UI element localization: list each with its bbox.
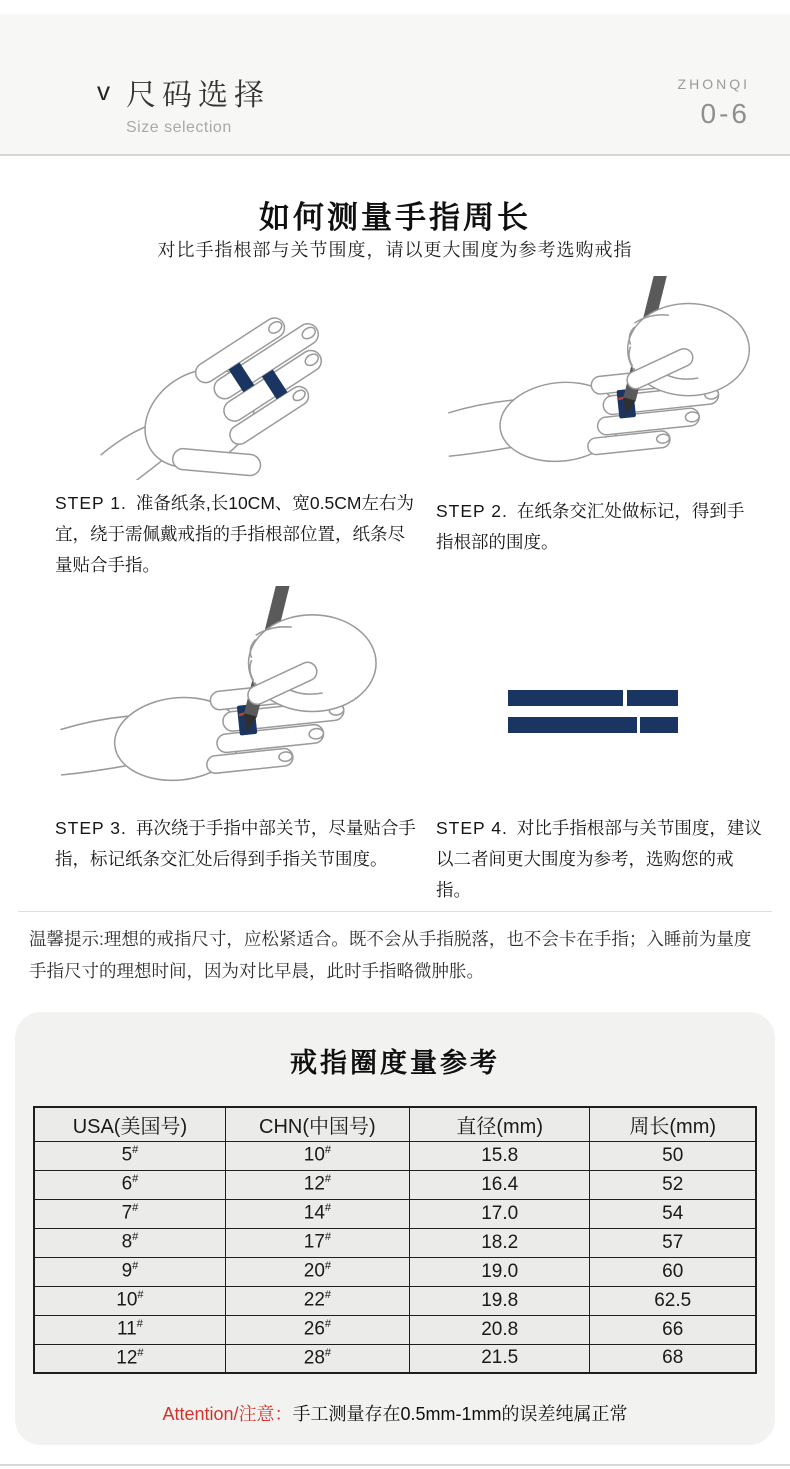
table-row bbox=[34, 1257, 756, 1286]
section-header-left bbox=[97, 70, 270, 137]
attention-note: Attention/注意：手工测量存在0.5mm-1mm的误差纯属正常 bbox=[162, 1404, 628, 1424]
step-2-text: STEP 2. 在纸条交汇处做标记，得到手指根部的围度。 bbox=[436, 501, 745, 552]
table-cell: 14# bbox=[225, 1199, 409, 1228]
page-indicator: 0-6 bbox=[700, 98, 750, 129]
size-selection-section-header[interactable] bbox=[0, 14, 790, 156]
table-cell: 8# bbox=[34, 1228, 225, 1257]
table-cell: 18.2 bbox=[409, 1228, 590, 1257]
table-row bbox=[34, 1344, 756, 1373]
table-cell: 12# bbox=[225, 1170, 409, 1199]
table-row bbox=[34, 1315, 756, 1344]
table-cell: 26# bbox=[225, 1315, 409, 1344]
guide-subtitle: 对比手指根部与关节围度，请以更大围度为参考选购戒指 bbox=[157, 240, 633, 260]
brand-label: ZHONQI bbox=[677, 76, 750, 92]
warm-tip-text: 温馨提示:理想的戒指尺寸，应松紧适合。既不会从手指脱落，也不会卡在手指；入睡前为量度手指尺寸的理想时间，因为对比早晨，此时手指略微肿胀。 bbox=[29, 929, 752, 981]
table-cell: 12# bbox=[34, 1344, 225, 1373]
section-subtitle: Size selection bbox=[126, 119, 232, 136]
paper-strip-2 bbox=[508, 717, 678, 733]
table-cell: 21.5 bbox=[409, 1344, 590, 1373]
strip-2-mark bbox=[637, 717, 640, 733]
hand-with-bands-illustration bbox=[100, 276, 400, 480]
table-cell: 20# bbox=[225, 1257, 409, 1286]
table-row bbox=[34, 1141, 756, 1170]
step-4-text: STEP 4. 对比手指根部与关节围度，建议以二者间更大围度为参考，选购您的戒指。 bbox=[436, 818, 762, 900]
mark-knuckle-illustration bbox=[58, 586, 402, 802]
table-cell: 10# bbox=[225, 1141, 409, 1170]
table-cell: 57 bbox=[590, 1228, 756, 1257]
collapse-chevron-icon[interactable]: v bbox=[97, 76, 110, 106]
table-cell: 60 bbox=[590, 1257, 756, 1286]
section-title: 尺码选择 bbox=[126, 79, 270, 112]
table-cell: 6# bbox=[34, 1170, 225, 1199]
step-3-text: STEP 3. 再次绕于手指中部关节，尽量贴合手指，标记纸条交汇处后得到手指关节围度。 bbox=[55, 818, 416, 869]
table-cell: 62.5 bbox=[590, 1286, 756, 1315]
table-cell: 10# bbox=[34, 1286, 225, 1315]
size-table-title: 戒指圈度量参考 bbox=[290, 1048, 500, 1078]
table-header-cell: USA(美国号) bbox=[34, 1107, 225, 1141]
table-cell: 28# bbox=[225, 1344, 409, 1373]
table-cell: 68 bbox=[590, 1344, 756, 1373]
table-header-cell: CHN(中国号) bbox=[225, 1107, 409, 1141]
table-cell: 54 bbox=[590, 1199, 756, 1228]
table-cell: 19.0 bbox=[409, 1257, 590, 1286]
table-row bbox=[34, 1228, 756, 1257]
table-header-cell: 周长(mm) bbox=[590, 1107, 756, 1141]
step-1-label: STEP 1. bbox=[55, 493, 127, 513]
guide-title: 如何测量手指周长 bbox=[259, 200, 531, 235]
table-cell: 17.0 bbox=[409, 1199, 590, 1228]
attention-highlight: Attention/注意： bbox=[162, 1404, 293, 1424]
section-divider bbox=[18, 911, 772, 912]
table-row bbox=[34, 1170, 756, 1199]
table-row bbox=[34, 1286, 756, 1315]
table-cell: 11# bbox=[34, 1315, 225, 1344]
section-header-right bbox=[678, 76, 750, 130]
table-cell: 50 bbox=[590, 1141, 756, 1170]
size-reference-card bbox=[15, 1012, 775, 1445]
table-cell: 17# bbox=[225, 1228, 409, 1257]
table-cell: 52 bbox=[590, 1170, 756, 1199]
table-cell: 22# bbox=[225, 1286, 409, 1315]
step-1-text: STEP 1. 准备纸条,长10CM、宽0.5CM左右为宜，绕于需佩戴戒指的手指根部位置，纸条尽量贴合手指。 bbox=[55, 493, 414, 575]
page-bottom-divider bbox=[0, 1464, 790, 1466]
table-cell: 16.4 bbox=[409, 1170, 590, 1199]
table-cell: 19.8 bbox=[409, 1286, 590, 1315]
table-header-row bbox=[34, 1107, 756, 1141]
table-cell: 7# bbox=[34, 1199, 225, 1228]
table-cell: 9# bbox=[34, 1257, 225, 1286]
table-cell: 66 bbox=[590, 1315, 756, 1344]
step-4-label: STEP 4. bbox=[436, 818, 508, 838]
step-2-label: STEP 2. bbox=[436, 501, 508, 521]
strip-1-mark bbox=[623, 690, 627, 706]
table-cell: 15.8 bbox=[409, 1141, 590, 1170]
ring-size-table bbox=[33, 1106, 757, 1374]
mark-finger-base-illustration bbox=[448, 276, 772, 482]
table-row bbox=[34, 1199, 756, 1228]
step-3-label: STEP 3. bbox=[55, 818, 127, 838]
table-cell: 5# bbox=[34, 1141, 225, 1170]
table-header-cell: 直径(mm) bbox=[409, 1107, 590, 1141]
table-cell: 20.8 bbox=[409, 1315, 590, 1344]
paper-strips-compare-illustration bbox=[508, 690, 678, 734]
paper-strip-1 bbox=[508, 690, 678, 706]
